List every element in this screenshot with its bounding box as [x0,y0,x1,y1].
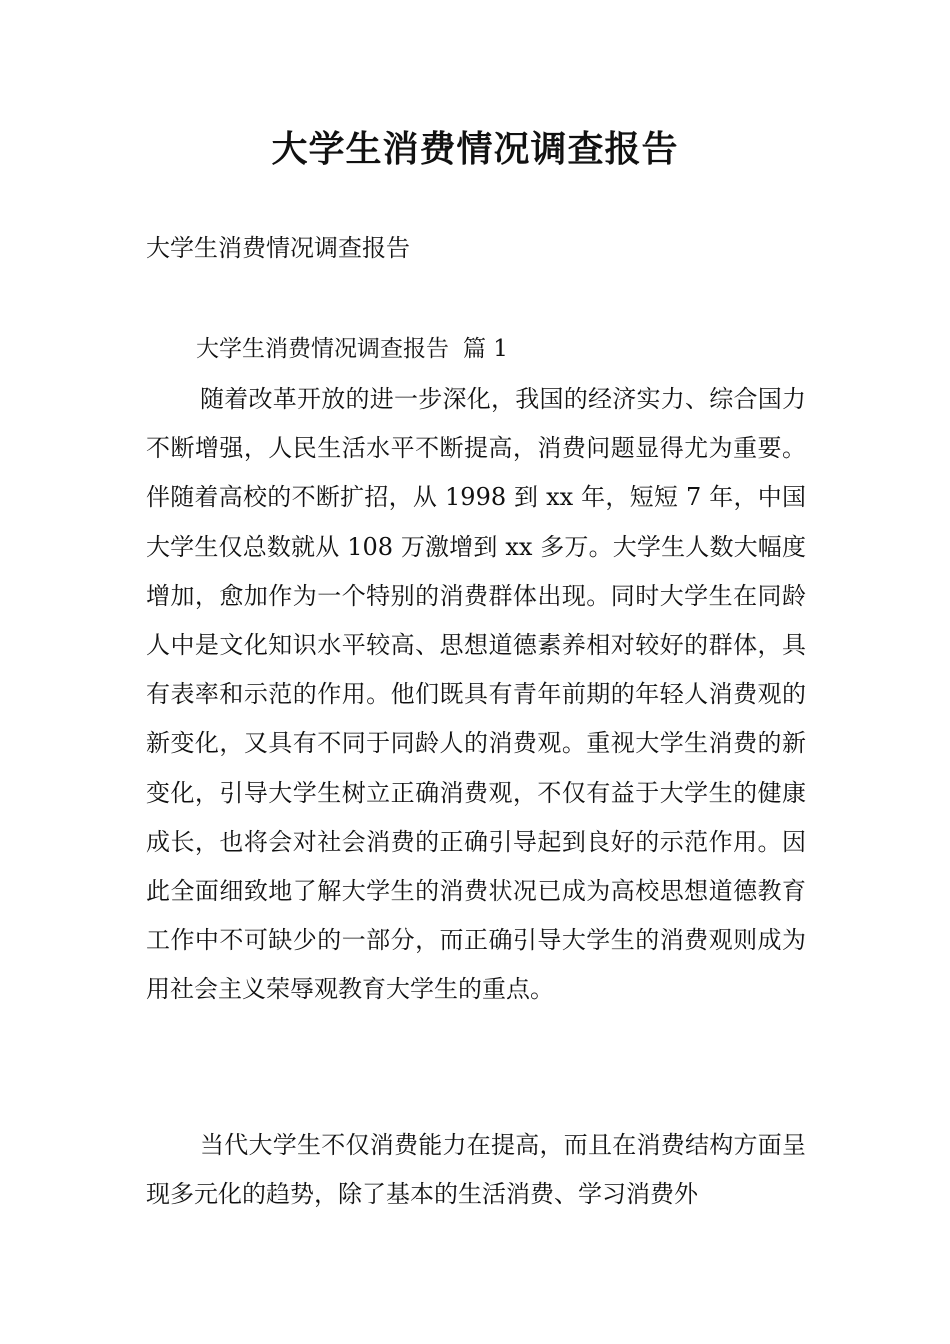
section-heading-text: 大学生消费情况调查报告 [196,336,449,362]
document-subtitle: 大学生消费情况调查报告 [146,234,410,262]
body-paragraph: 当代大学生不仅消费能力在提高，而且在消费结构方面呈现多元化的趋势，除了基本的生活消费、学习消费外 [146,1131,806,1209]
body-paragraph: 随着改革开放的进一步深化，我国的经济实力、综合国力不断增强，人民生活水平不断提高，消费问题显得尤为重要。伴随着高校的不断扩招，从 1998 到 xx 年，短短 7 年，中国大学生仅总数就从 108 万激增到 xx 多万。大学生人数大幅度增加，愈加作为一个特别的消费群体出现。同时大学生在同龄人中是文化知识水平较高、思想道德素养相对较好的群体，具有表率和示范的作用。他们既具有青年前期的年轻人消费观的新变化，又具有不同于同龄人的消费观。重视大学生消费的新变化，引导大学生树立正确消费观，不仅有益于大学生的健康成长，也将会对社会消费的正确引导起到良好的示范作用。因此全面细致地了解大学生的消费状况已成为高校思想道德教育工作中不可缺少的一部分，而正确引导大学生的消费观则成为用社会主义荣辱观教育大学生的重点。 [146,385,806,1004]
section-heading [196,331,806,367]
document-title: 大学生消费情况调查报告 [271,129,679,170]
section-number-label: 篇 1 [463,336,508,362]
